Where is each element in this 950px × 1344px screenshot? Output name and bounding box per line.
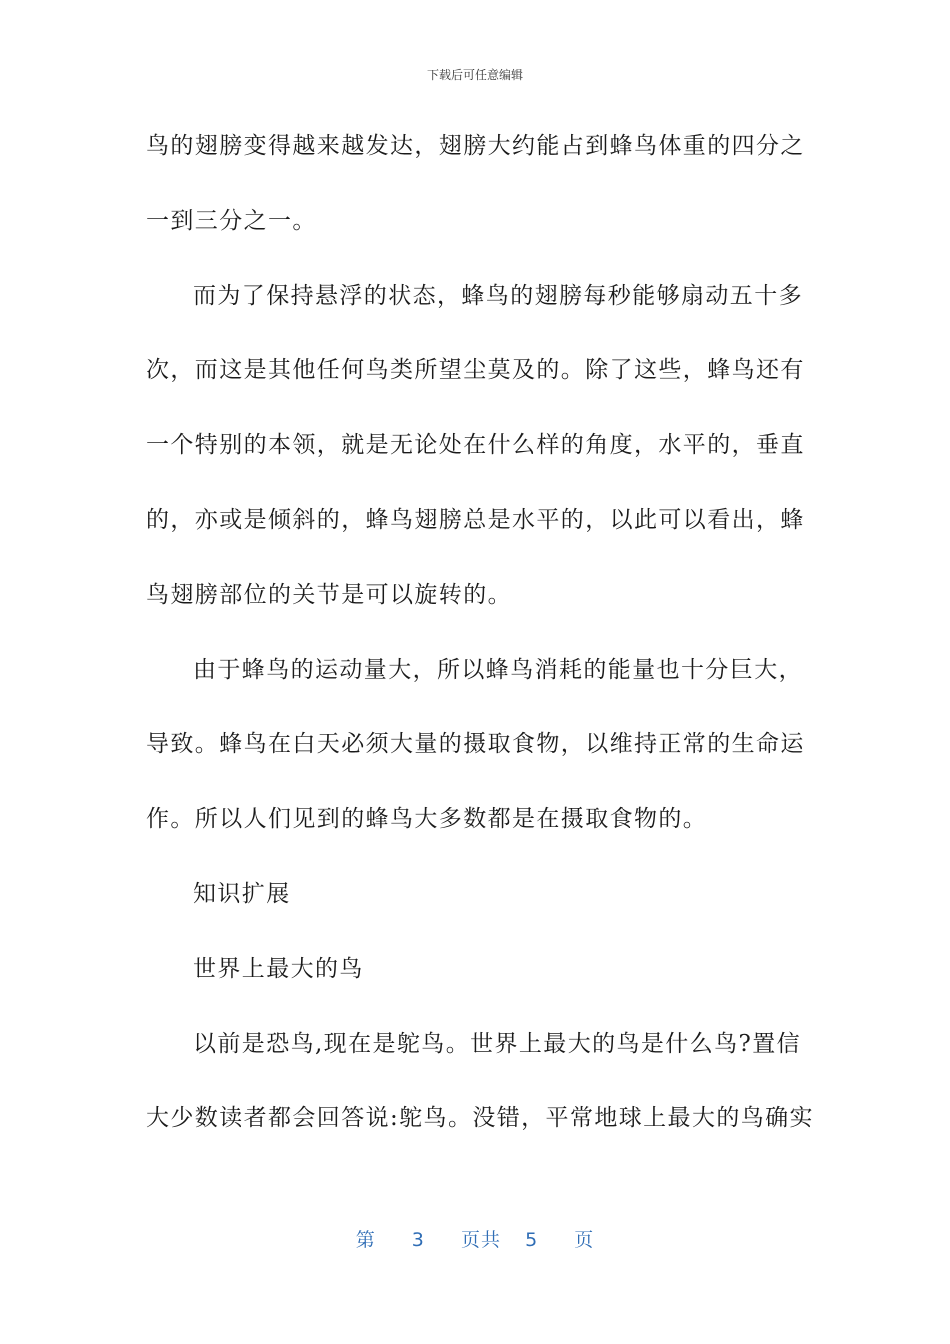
text-line: 鸟翅膀部位的关节是可以旋转的。 bbox=[146, 581, 512, 608]
paragraph-start-line: 而为了保持悬浮的状态，蜂鸟的翅膀每秒能够扇动五十多 bbox=[193, 282, 803, 309]
document-body bbox=[146, 120, 814, 1167]
text-line: 一个特别的本领，就是无论处在什么样的角度，水平的，垂直 bbox=[146, 432, 805, 459]
page-label-prefix: 第 bbox=[355, 1229, 376, 1251]
text-line: 的，亦或是倾斜的，蜂鸟翅膀总是水平的，以此可以看出，蜂 bbox=[146, 506, 805, 533]
subsection-heading: 世界上最大的鸟 bbox=[193, 955, 364, 982]
page-label-suffix: 页 bbox=[574, 1229, 595, 1251]
total-pages-number: 5 bbox=[525, 1229, 539, 1251]
page-number-footer bbox=[0, 1225, 950, 1252]
current-page-number: 3 bbox=[411, 1229, 425, 1251]
section-heading: 知识扩展 bbox=[193, 880, 291, 907]
page-label-mid: 页共 bbox=[460, 1229, 501, 1251]
text-line: 一到三分之一。 bbox=[146, 207, 317, 234]
text-line: 鸟的翅膀变得越来越发达，翅膀大约能占到蜂鸟体重的四分之 bbox=[146, 133, 805, 159]
text-line: 导致。蜂鸟在白天必须大量的摄取食物，以维持正常的生命运 bbox=[146, 731, 805, 758]
text-line: 大少数读者都会回答说:鸵鸟。没错，平常地球上最大的鸟确实 bbox=[146, 1105, 814, 1132]
paragraph-start-line: 以前是恐鸟,现在是鸵鸟。世界上最大的鸟是什么鸟?置信 bbox=[193, 1030, 802, 1057]
text-line: 作。所以人们见到的蜂鸟大多数都是在摄取食物的。 bbox=[146, 806, 708, 833]
text-line: 次，而这是其他任何鸟类所望尘莫及的。除了这些，蜂鸟还有 bbox=[146, 357, 805, 384]
page-header-note: 下载后可任意编辑 bbox=[426, 68, 523, 82]
paragraph-start-line: 由于蜂鸟的运动量大，所以蜂鸟消耗的能量也十分巨大， bbox=[193, 656, 803, 683]
